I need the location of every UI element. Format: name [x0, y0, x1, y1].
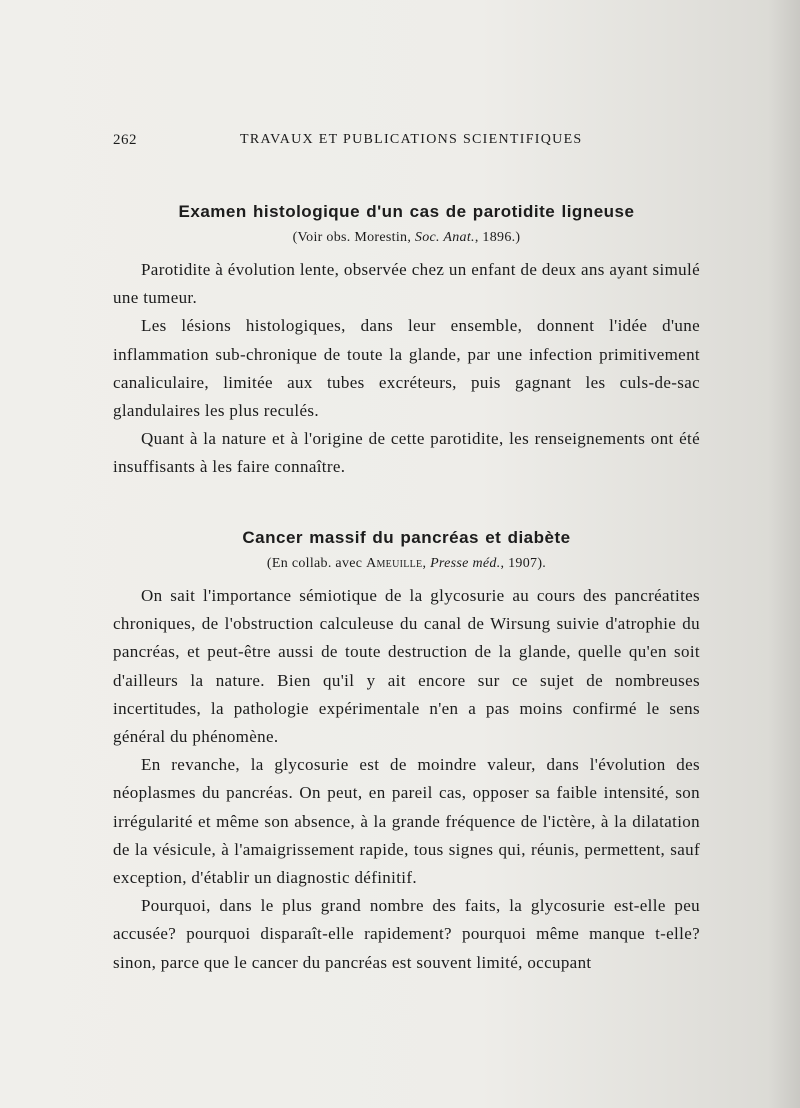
reference-journal: Presse méd.: [430, 556, 501, 571]
paragraph: Quant à la nature et à l'origine de cette parotidite, les renseignements ont été insuffisants à les faire connaître.: [113, 429, 700, 477]
section-reference: [113, 230, 700, 246]
paragraph: En revanche, la glycosurie est de moindre valeur, dans l'évolution des néoplasmes du pancréas. On peut, en pareil cas, opposer sa faible intensité, son irrégularité et même son absence, à la grande fréquence de l'ictère, à la dilatation de la vésicule, à l'amaigrissement rapide, tous signes qui, réunis, permettent, sauf exception, d'établir un diagnostic définitif.: [113, 755, 700, 888]
reference-prefix: (Voir obs. Morestin,: [292, 230, 415, 245]
reference-journal: Soc. Anat.: [414, 230, 475, 245]
reference-separator: ,: [422, 556, 431, 571]
paragraph: Pourquoi, dans le plus grand nombre des faits, la glycosurie est-elle peu accusée? pourquoi disparaît-elle rapidement? pourquoi même manque t-elle? sinon, parce que le cancer du pancréas est souvent limité, occupant: [113, 896, 700, 972]
running-header: [113, 132, 713, 154]
section-title: Cancer massif du pancréas et diabète: [242, 528, 571, 547]
reference-prefix: (En collab. avec: [266, 556, 367, 571]
section-cancer-pancreas: [113, 528, 700, 977]
paragraph: Parotidite à évolution lente, observée chez un enfant de deux ans ayant simulé une tumeur.: [113, 260, 700, 308]
reference-suffix: , 1907).: [500, 556, 547, 571]
section-parotidite: [113, 202, 700, 482]
reference-suffix: , 1896.): [474, 230, 521, 245]
paragraph: On sait l'importance sémiotique de la glycosurie au cours des pancréatites chroniques, de l'obstruction calculeuse du canal de Wirsung suivie d'atrophie du pancréas, et peut-être aussi de toute destruction de la glande, quelle qu'en soit d'ailleurs la nature. Bien qu'il y ait encore sur ce sujet de nombreuses incertitudes, la pathologie expérimentale n'en a pas moins confirmé le sens général du phénomène.: [113, 586, 700, 747]
reference-author: Ameuille: [366, 556, 423, 571]
section-title: Examen histologique d'un cas de parotidite ligneuse: [178, 202, 635, 221]
paragraph: Les lésions histologiques, dans leur ensemble, donnent l'idée d'une inflammation sub-chronique de toute la glande, par une infection primitivement canaliculaire, limitée aux tubes excréteurs, puis gagnant les culs-de-sac glandulaires les plus reculés.: [113, 316, 700, 421]
section-reference: [113, 556, 700, 572]
page-number: 262: [113, 132, 137, 148]
running-title: TRAVAUX ET PUBLICATIONS SCIENTIFIQUES: [240, 132, 583, 147]
